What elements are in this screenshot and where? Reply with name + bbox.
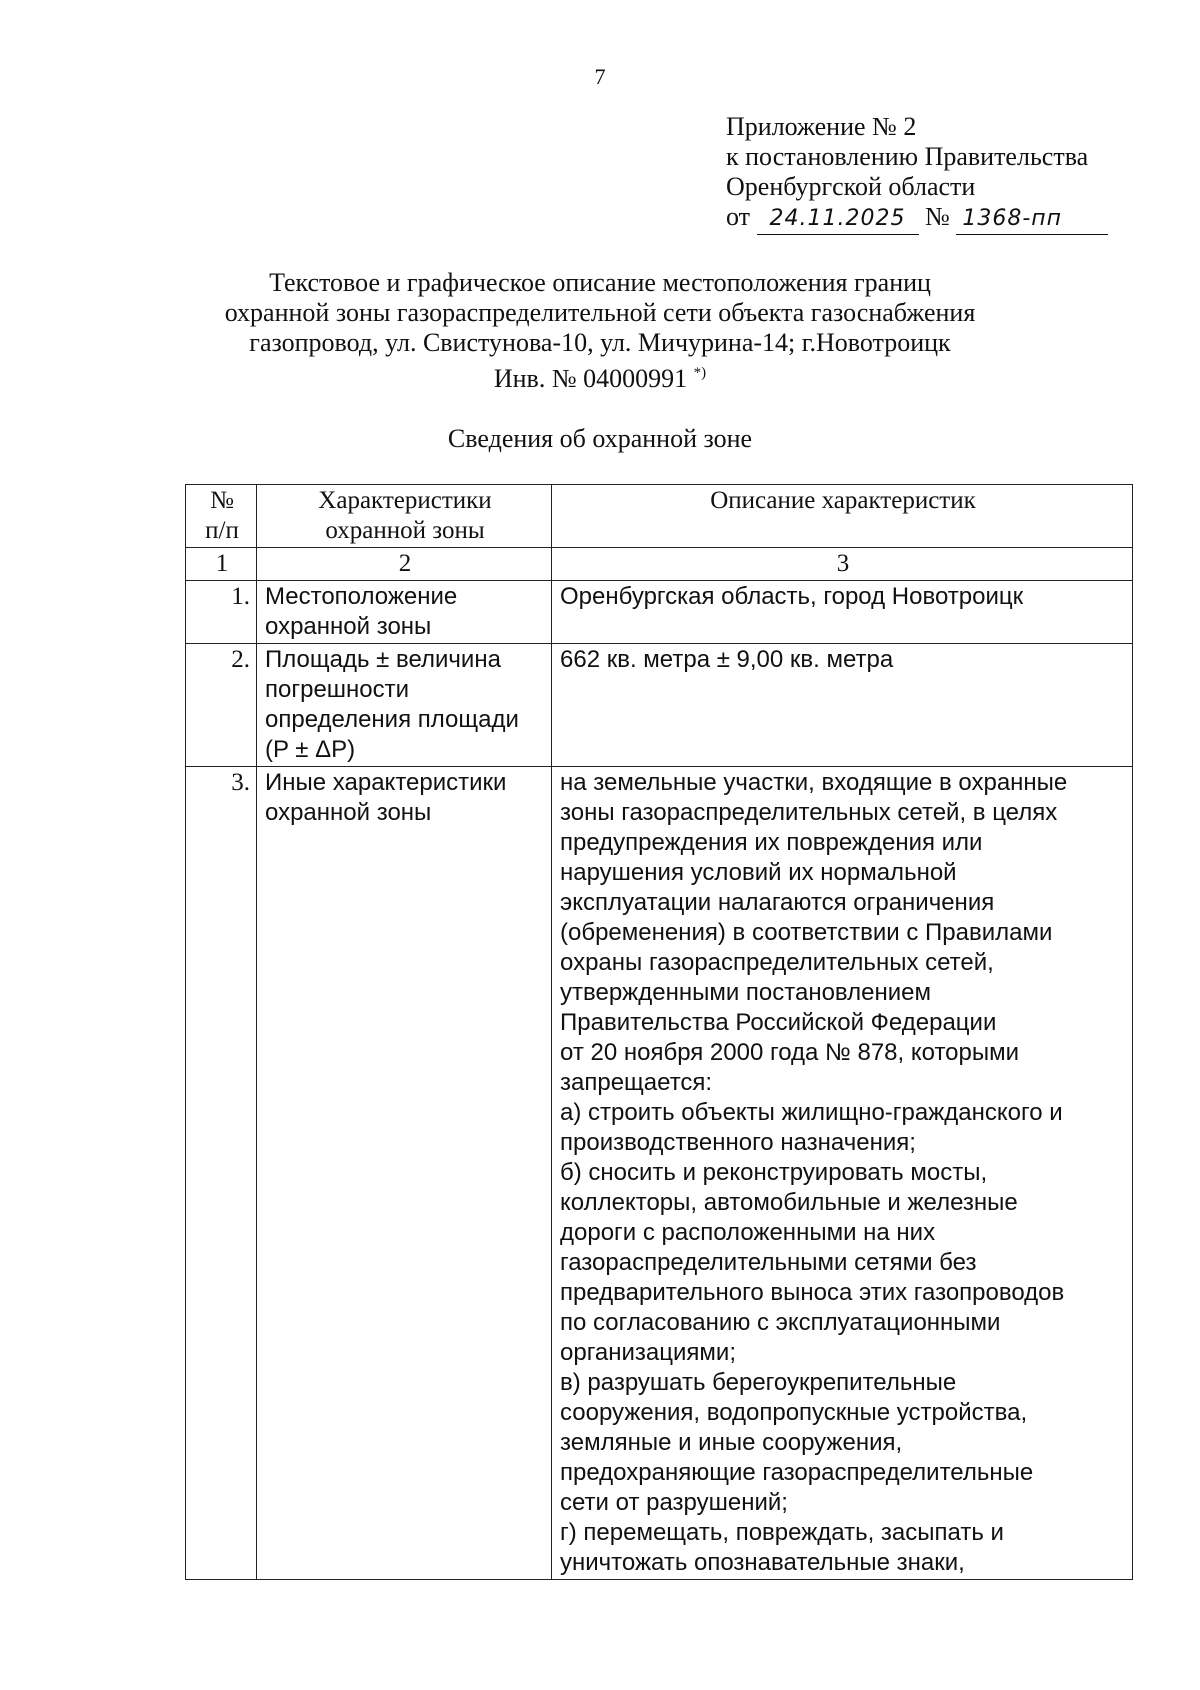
protection-zone-table xyxy=(185,484,1133,1580)
row-number: 3. xyxy=(186,767,257,1580)
column-number: 1 xyxy=(186,548,257,581)
row-number: 1. xyxy=(186,581,257,644)
row-description: Оренбургская область, город Новотроицк xyxy=(552,581,1133,644)
table-row xyxy=(186,581,1133,644)
header-description: Описание характеристик xyxy=(552,485,1133,548)
table-row xyxy=(186,644,1133,767)
handwritten-number: 1368-пп xyxy=(956,204,1108,235)
row-description: 662 кв. метра ± 9,00 кв. метра xyxy=(552,644,1133,767)
table-header-row xyxy=(186,485,1133,548)
appendix-block xyxy=(726,112,1108,235)
appendix-line-1: Приложение № 2 xyxy=(726,112,917,141)
from-label: от xyxy=(726,202,751,231)
inventory-number: Инв. № 04000991 xyxy=(493,364,688,393)
title-line-4 xyxy=(0,358,1200,394)
appendix-line-2: к постановлению Правительства xyxy=(726,142,1089,171)
row-characteristic: Местоположение охранной зоны xyxy=(257,581,552,644)
row-characteristic: Площадь ± величина погрешности определения площади (P ± ΔP) xyxy=(257,644,552,767)
title-line-3: газопровод, ул. Свистунова-10, ул. Мичурина-14; г.Новотроицк xyxy=(249,328,951,357)
column-number-row xyxy=(186,548,1133,581)
row-characteristic: Иные характеристики охранной зоны xyxy=(257,767,552,1580)
row-description: на земельные участки, входящие в охранные зоны газораспределительных сетей, в целях предупреждения их повреждения или нарушения условий их нормальной эксплуатации налагаются ограничения (обременения) в соответствии с Правилами охраны газораспределительных сетей, утвержденными постановлением Правительства Российской Федерации от 20 ноября 2000 года № 878, которыми запрещается: а) строить объекты жилищно-гражданского и производственного назначения; б) сносить и реконструировать мосты, коллекторы, автомобильные и железные дороги с расположенными на них газораспределительными сетями без предварительного выноса этих газопроводов по согласованию с эксплуатационными организациями; в) разрушать берегоукрепительные сооружения, водопропускные устройства, земляные и иные сооружения, предохраняющие газораспределительные сети от разрушений; г) перемещать, повреждать, засыпать и уничтожать опознавательные знаки, xyxy=(552,767,1133,1580)
row-number: 2. xyxy=(186,644,257,767)
handwritten-date: 24.11.2025 xyxy=(757,204,919,235)
column-number: 3 xyxy=(552,548,1133,581)
column-number: 2 xyxy=(257,548,552,581)
document-title xyxy=(0,268,1200,394)
page-number: 7 xyxy=(594,64,606,89)
header-number: № п/п xyxy=(186,485,257,548)
title-line-2: охранной зоны газораспределительной сети объекта газоснабжения xyxy=(224,298,976,327)
section-heading: Сведения об охранной зоне xyxy=(447,424,753,453)
footnote-mark: *) xyxy=(693,365,707,381)
appendix-line-3: Оренбургской области xyxy=(726,172,976,201)
table-row xyxy=(186,767,1133,1580)
appendix-date-line xyxy=(726,202,1108,235)
header-characteristics: Характеристики охранной зоны xyxy=(257,485,552,548)
number-label: № xyxy=(925,202,950,231)
title-line-1: Текстовое и графическое описание местоположения границ xyxy=(269,268,931,297)
